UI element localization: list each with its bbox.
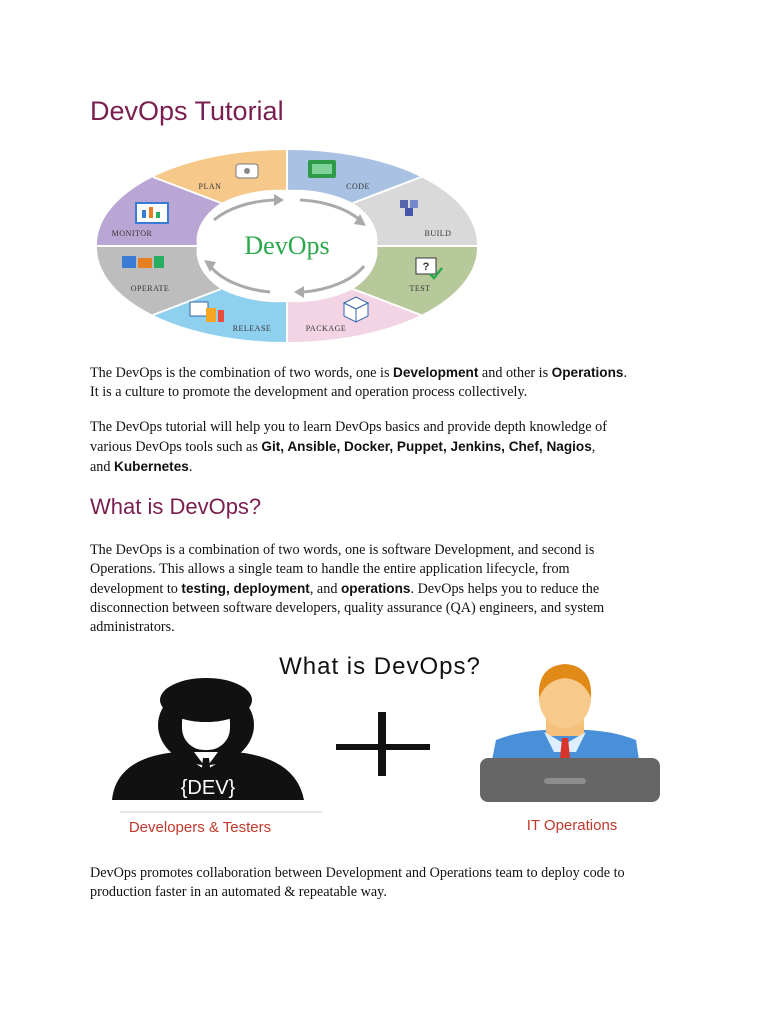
wheel-label-code: CODE (346, 182, 370, 191)
what-is-devops-illustration (96, 640, 676, 840)
text-run: The DevOps tutorial will help you to learn DevOps basics and provide depth knowledge of (90, 419, 607, 435)
text-run: It is a culture to promote the development and operation process collectively. (90, 384, 528, 400)
developers-testers-caption: Developers & Testers (128, 819, 272, 836)
wheel-center-label: DevOps (244, 231, 330, 260)
plus-icon (336, 712, 430, 776)
text-run: development to (90, 581, 182, 597)
text-run: disconnection between software developers, quality assurance (QA) engineers, and system (90, 600, 605, 616)
text-run: The DevOps is a combination of two words, one is software Development, and second is (90, 542, 595, 558)
package-icon (344, 297, 368, 322)
wheel-label-operate: OPERATE (130, 284, 170, 293)
text-run: and other is (478, 365, 552, 381)
it-operations-icon (480, 664, 660, 802)
text-run: Operations. This allows a single team to handle the entire application lifecycle, from (90, 561, 570, 577)
bold-term: operations (340, 581, 411, 596)
wheel-label-package: PACKAGE (305, 324, 347, 333)
bold-term: testing, deployment (181, 581, 310, 596)
it-operations-caption: IT Operations (526, 817, 618, 834)
bold-term: Development (393, 365, 479, 380)
monitor-icon (136, 203, 168, 223)
text-run: various DevOps tools such as (90, 439, 262, 455)
text-run: . (623, 365, 627, 381)
bold-term: Kubernetes (114, 459, 189, 474)
wheel-label-release: RELEASE (232, 324, 272, 333)
section-title: What is DevOps? (90, 494, 262, 519)
svg-text:?: ? (422, 261, 430, 273)
text-run: The DevOps is the combination of two words, one is (90, 365, 394, 381)
intro-paragraph-2 (90, 418, 680, 477)
page-title: DevOps Tutorial (90, 96, 284, 126)
illustration-title: What is DevOps? (279, 653, 481, 680)
text-run: . DevOps helps you to reduce the (410, 581, 600, 597)
intro-paragraph-1 (90, 363, 680, 402)
text-run: DevOps promotes collaboration between Development and Operations team to deploy code to (90, 865, 625, 881)
section-paragraph (90, 541, 680, 637)
wheel-label-plan: PLAN (198, 182, 222, 191)
wheel-label-test: TEST (409, 284, 431, 293)
wheel-label-build: BUILD (424, 229, 452, 238)
text-run: production faster in an automated & repeatable way. (90, 884, 387, 900)
plan-icon (236, 164, 258, 178)
bold-term: Operations (551, 365, 624, 380)
devops-lifecycle-wheel (94, 148, 480, 344)
text-run: , and (309, 581, 341, 597)
code-icon (308, 160, 336, 178)
closing-paragraph (90, 864, 680, 902)
bold-term: Git, Ansible, Docker, Puppet, Jenkins, Chef, Nagios (261, 439, 592, 454)
text-run: . (188, 459, 193, 475)
text-run: administrators. (90, 619, 175, 635)
text-run: , (591, 439, 596, 455)
dev-tag: {DEV} (180, 777, 236, 799)
wheel-label-monitor: MONITOR (111, 229, 153, 238)
text-run: and (90, 459, 115, 475)
